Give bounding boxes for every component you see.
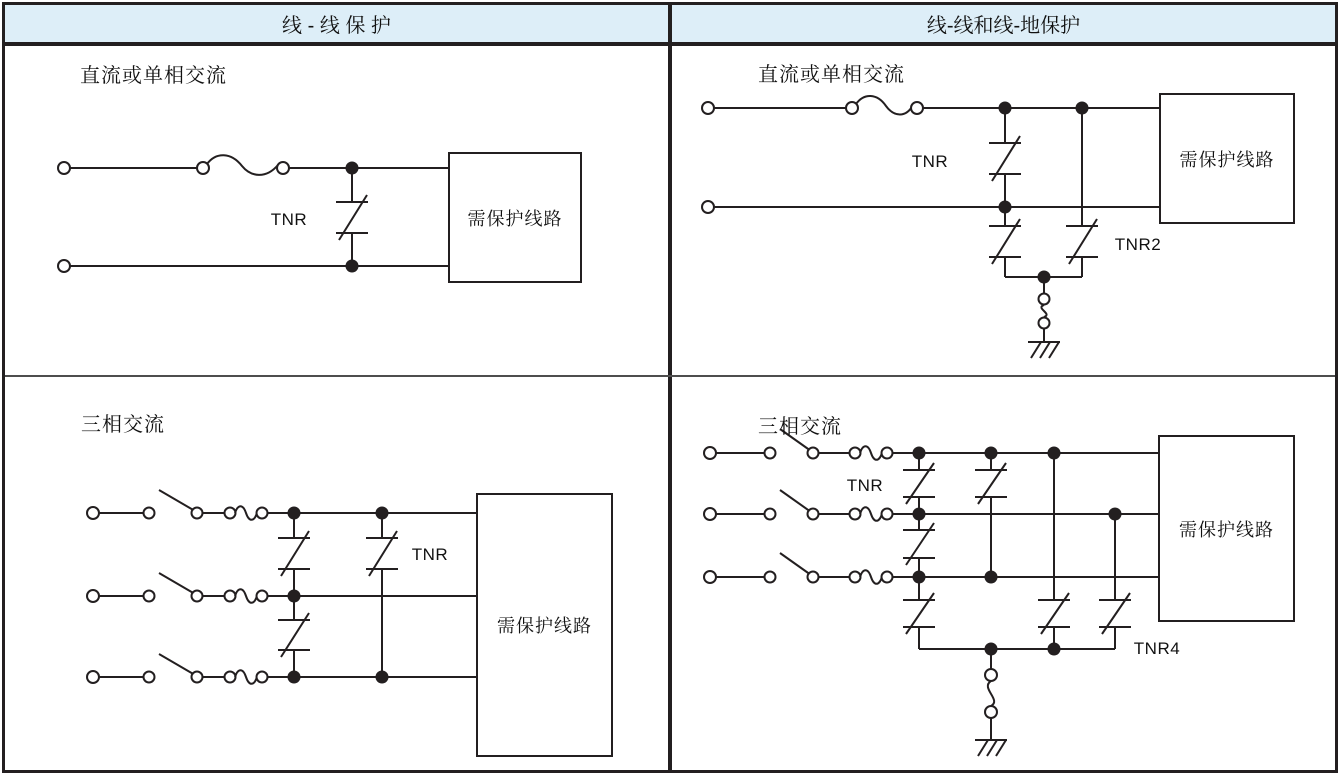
fuse-end-circle bbox=[882, 448, 893, 459]
fuse-end-circle bbox=[882, 509, 893, 520]
varistor-label-tnr-bottom-left: TNR bbox=[411, 545, 449, 564]
switch-contact-circle bbox=[808, 448, 819, 459]
switch-contact-circle bbox=[765, 572, 776, 583]
varistor-symbol bbox=[989, 108, 1021, 207]
fuse-wave-icon bbox=[988, 681, 994, 706]
varistor-symbol bbox=[903, 514, 935, 577]
fuse-wave-icon bbox=[860, 446, 882, 460]
fuse-wave-icon bbox=[207, 155, 278, 175]
circuit-bottom-right bbox=[704, 429, 1158, 756]
fuse-wave-icon bbox=[235, 670, 257, 684]
switch-contact-circle bbox=[144, 591, 155, 602]
ground-icon bbox=[1028, 342, 1060, 358]
protected-circuit-box-top-right bbox=[1159, 93, 1295, 224]
terminal-circle bbox=[704, 508, 716, 520]
varistor-label-tnr-bottom-right: TNR bbox=[846, 476, 884, 495]
protected-circuit-box-label: 需保护线路 bbox=[1179, 149, 1275, 170]
varistor-symbol bbox=[336, 168, 368, 266]
switch-contact-circle bbox=[808, 509, 819, 520]
varistor-symbol bbox=[989, 207, 1021, 277]
varistor-symbol bbox=[278, 596, 310, 677]
fuse-wave-icon bbox=[235, 589, 257, 603]
cell-caption-bottom-left: 三相交流 bbox=[81, 414, 165, 436]
terminal-circle bbox=[87, 590, 99, 602]
varistor-symbol bbox=[903, 577, 935, 649]
switch-contact-circle bbox=[192, 508, 203, 519]
fuse-end-circle bbox=[225, 591, 236, 602]
fuse-end-circle bbox=[257, 672, 268, 683]
switch-contact-circle bbox=[144, 672, 155, 683]
fuse-end-circle bbox=[850, 509, 861, 520]
protected-circuit-box-label: 需保护线路 bbox=[1179, 519, 1274, 540]
protected-circuit-box-label: 需保护线路 bbox=[497, 616, 592, 636]
circuit-top-left bbox=[58, 155, 448, 272]
switch-contact-circle bbox=[765, 448, 776, 459]
circuit-bottom-left bbox=[87, 490, 476, 684]
protected-circuit-box-bottom-right bbox=[1158, 435, 1295, 622]
fuse-end-circle bbox=[277, 162, 289, 174]
fuse-end-circle bbox=[257, 591, 268, 602]
fuse-end-circle bbox=[911, 102, 923, 114]
varistor-label-tnr-top-right: TNR bbox=[911, 152, 949, 171]
terminal-circle bbox=[87, 507, 99, 519]
fuse-wave-icon bbox=[860, 507, 882, 521]
terminal-circle bbox=[58, 260, 70, 272]
circuit-top-right bbox=[702, 96, 1162, 358]
protected-circuit-box-top-left bbox=[448, 152, 582, 283]
terminal-circle bbox=[702, 201, 714, 213]
varistor-symbol bbox=[278, 513, 310, 596]
fuse-end-circle bbox=[257, 508, 268, 519]
terminal-circle bbox=[702, 102, 714, 114]
switch-blade-icon bbox=[780, 490, 811, 512]
junction-dot bbox=[346, 260, 359, 273]
switch-contact-circle bbox=[192, 591, 203, 602]
ground-icon bbox=[975, 740, 1007, 756]
fuse-end-circle bbox=[1039, 318, 1050, 329]
fuse-end-circle bbox=[985, 669, 997, 681]
switch-blade-icon bbox=[159, 490, 195, 511]
varistor-label-tnr4-bottom-right: TNR4 bbox=[1133, 639, 1181, 658]
varistor-protection-table bbox=[2, 2, 1338, 773]
fuse-wave-icon bbox=[856, 96, 913, 115]
junction-dot bbox=[1048, 643, 1061, 656]
terminal-circle bbox=[704, 571, 716, 583]
fuse-wave-icon bbox=[860, 570, 882, 584]
fuse-end-circle bbox=[850, 448, 861, 459]
switch-contact-circle bbox=[192, 672, 203, 683]
switch-contact-circle bbox=[808, 572, 819, 583]
fuse-end-circle bbox=[1039, 294, 1050, 305]
fuse-end-circle bbox=[225, 508, 236, 519]
varistor-label-tnr2-top-right: TNR2 bbox=[1114, 235, 1162, 254]
varistor-symbol bbox=[1038, 453, 1070, 649]
switch-contact-circle bbox=[144, 508, 155, 519]
fuse-end-circle bbox=[850, 572, 861, 583]
varistor-label-tnr-top-left: TNR bbox=[270, 210, 308, 229]
varistor-symbol bbox=[1099, 514, 1131, 649]
protected-circuit-box-label: 需保护线路 bbox=[467, 208, 563, 229]
terminal-circle bbox=[87, 671, 99, 683]
switch-blade-icon bbox=[159, 654, 195, 675]
fuse-wave-icon bbox=[235, 506, 257, 520]
switch-contact-circle bbox=[765, 509, 776, 520]
cell-caption-bottom-right: 三相交流 bbox=[758, 416, 842, 438]
fuse-end-circle bbox=[225, 672, 236, 683]
fuse-end-circle bbox=[985, 706, 997, 718]
terminal-circle bbox=[704, 447, 716, 459]
switch-blade-icon bbox=[159, 573, 195, 594]
header-line-line-and-line-ground-protection: 线-线和线-地保护 bbox=[926, 15, 1081, 37]
cell-caption-top-right: 直流或单相交流 bbox=[758, 64, 905, 86]
header-line-line-protection: 线 - 线 保 护 bbox=[282, 15, 391, 37]
fuse-end-circle bbox=[882, 572, 893, 583]
protected-circuit-box-bottom-left bbox=[476, 493, 613, 757]
terminal-circle bbox=[58, 162, 70, 174]
switch-blade-icon bbox=[780, 553, 811, 575]
fuse-wave-icon bbox=[1041, 305, 1046, 317]
cell-caption-top-left: 直流或单相交流 bbox=[80, 65, 227, 87]
varistor-symbol bbox=[903, 453, 935, 514]
varistor-symbol bbox=[1066, 108, 1098, 277]
